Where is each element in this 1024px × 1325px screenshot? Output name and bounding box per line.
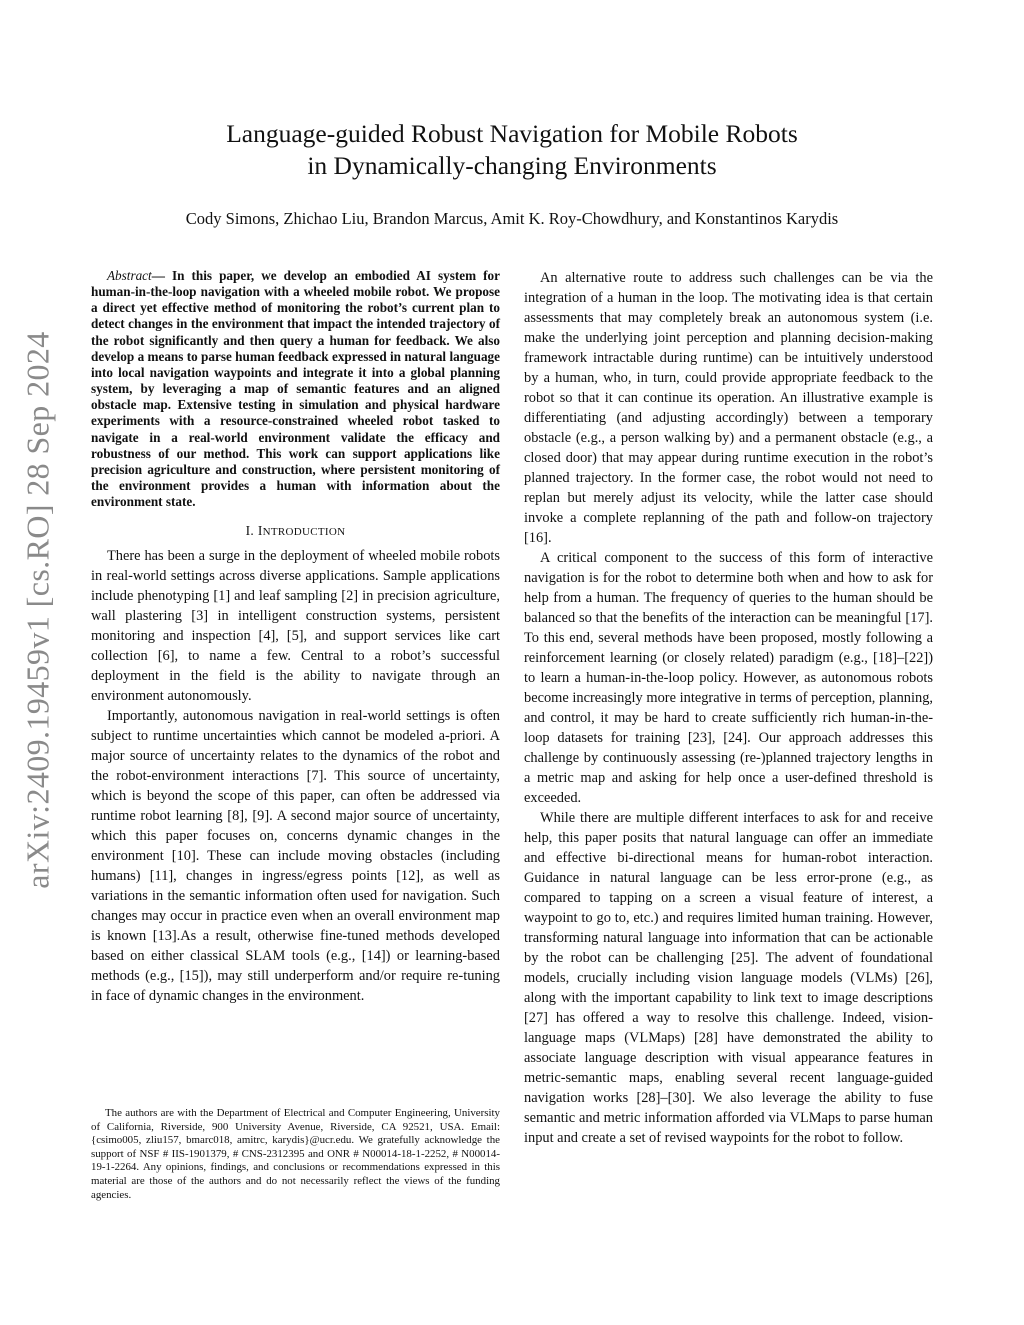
section-initial: I xyxy=(257,523,263,539)
section-heading-introduction xyxy=(91,523,500,539)
paragraph: A critical component to the success of this form of interactive navigation is for the robot to determine both when and how to ask for help from a human. The frequency of queries to the human should be balanced so that the benefits of the interaction can be meaningful [17]. To this end, several methods have been proposed, mostly following a reinforcement learning (or closely related) paradigm (e.g., [18]–[22]) to learn a human-in-the-loop policy. However, as autonomous robots become increasingly more integrative in terms of perception, planning, and control, it may be hard to create sufficiently rich human-in-the-loop datasets for training [23], [24]. Our approach addresses this challenge by continuously assessing (re-)planned trajectory lengths in a metric map and asking for help once a user-defined threshold is exceeded. xyxy=(524,550,933,806)
title-line-2: in Dynamically-changing Environments xyxy=(307,151,717,180)
paragraph: While there are multiple different interfaces to ask for and receive help, this paper posits that natural language can offer an immediate and effective bi-directional means for human-robot interaction. Guidance in natural language can be less error-prone (e.g., as compared to tapping on a screen a visual feature of interest, a waypoint to go to, etc.) and requires limited human training. However, transforming natural language into information that can be actionable by the robot can be challenging [25]. The advent of foundational models, crucially including vision language models (VLMs) [26], along with the important capability to link text to image descriptions [27] has offered a way to resolve this challenge. Indeed, vision-language maps (VLMaps) [28] have demonstrated the ability to associate language description with visual appearance features in metric-semantic maps, enabling several recent language-guided navigation works [28]–[30]. We also leverage the ability to fuse semantic and metric information afforded via VLMaps to parse human input and create a set of revised waypoints for the robot to follow. xyxy=(524,810,933,1146)
abstract-label: Abstract xyxy=(107,268,152,283)
paragraph: Importantly, autonomous navigation in real-world settings is often subject to runtime uncertainties which cannot be modeled a-priori. A major source of uncertainty relates to the dynamics of the robot and the robot-environment interactions [7]. This source of uncertainty, which is beyond the scope of this paper, can often be addressed via runtime robot learning [8], [9]. A second major source of uncertainty, which this paper focuses on, concerns dynamic changes in the environment [10]. These can include moving obstacles (including humans) [11], changes in ingress/egress points [12], as well as variations in the semantic information often used for navigation. Such changes may occur in practice even when an overall environment map is known [13].As a result, otherwise fine-tuned methods developed based on either classical SLAM tools (e.g., [14]) or learning-based methods (e.g., [15]), may still underperform and/or require re-tuning in face of dynamic changes in the environment. xyxy=(91,708,500,1005)
paper-title xyxy=(130,118,894,182)
paragraph: An alternative route to address such challenges can be via the integration of a human in the loop. The motivating idea is that certain assessments that may completely break an autonomous system (i.e. make the underlying joint perception and planning decision-making framework intractable during runtime) can be intuitively understood by a human, who, in turn, could provide appropriate feedback to the robot so that it can continue its operation. An illustrative example is differentiating (and adjusting accordingly) between a temporary obstacle (e.g., a person walking by) and a permanent obstacle (e.g., a closed door) that may appear during runtime execution in the robot’s planned trajectory. In the former case, the robot would not need to replan but merely adjust its velocity, while the latter case should invoke a complete replanning of the path and follow-on trajectory [16]. xyxy=(524,270,933,546)
arxiv-watermark xyxy=(12,265,64,955)
abstract-text: — In this paper, we develop an embodied AI system for human-in-the-loop navigation with a wheeled mobile robot. We propose a direct yet effective method of monitoring the robot’s current plan to detect changes in the environment that impact the intended trajectory of the robot significantly and then query a human for feedback. We also develop a means to parse human feedback expressed in natural language into local navigation waypoints and integrate it into a global planning system, by leveraging a map of semantic features and an aligned obstacle map. Extensive testing in simulation and physical hardware experiments with a resource-constrained wheeled robot tasked to navigate in a real-world environment validate the efficacy and robustness of our method. This work can support applications like precision agriculture and construction, where persistent monitoring of the environment provides a human with information about the environment state. xyxy=(91,268,500,510)
abstract xyxy=(91,268,500,510)
author-footnote: The authors are with the Department of Electrical and Computer Engineering, University of California, Riverside, 900 University Avenue, Riverside, CA 92521, USA. Email: {csimo005, zliu157, bmarc018, amitrc, karydis}@ucr.edu. We gratefully acknowledge the support of NSF # IIS-1901379, # CNS-2312395 and ONR # N00014-18-1-2252, # N00014-19-1-2264. Any opinions, findings, and conclusions or recommendations expressed in this material are those of the authors and do not necessarily reflect the views of the funding agencies. xyxy=(91,1107,500,1201)
left-column xyxy=(91,268,500,1006)
section-title-rest: NTRODUCTION xyxy=(262,526,346,539)
title-line-1: Language-guided Robust Navigation for Mobile Robots xyxy=(226,119,798,148)
paragraph: There has been a surge in the deployment of wheeled mobile robots in real-world settings across diverse applications. Sample applications include phenotyping [1] and leaf sampling [2] in precision agriculture, wall plastering [3] in intelligent construction systems, persistent monitoring and inspection [4], [5], and support services like cart collection [6], to name a few. Central to a robot’s successful deployment in the field is the ability to navigate through an environment autonomously. xyxy=(91,548,500,705)
right-column xyxy=(524,268,933,1148)
author-list: Cody Simons, Zhichao Liu, Brandon Marcus, Amit K. Roy-Chowdhury, and Konstantinos Karydis xyxy=(185,209,839,228)
section-number: I. xyxy=(245,523,255,539)
arxiv-identifier: arXiv:2409.19459v1 [cs.RO] 28 Sep 2024 xyxy=(19,331,56,889)
